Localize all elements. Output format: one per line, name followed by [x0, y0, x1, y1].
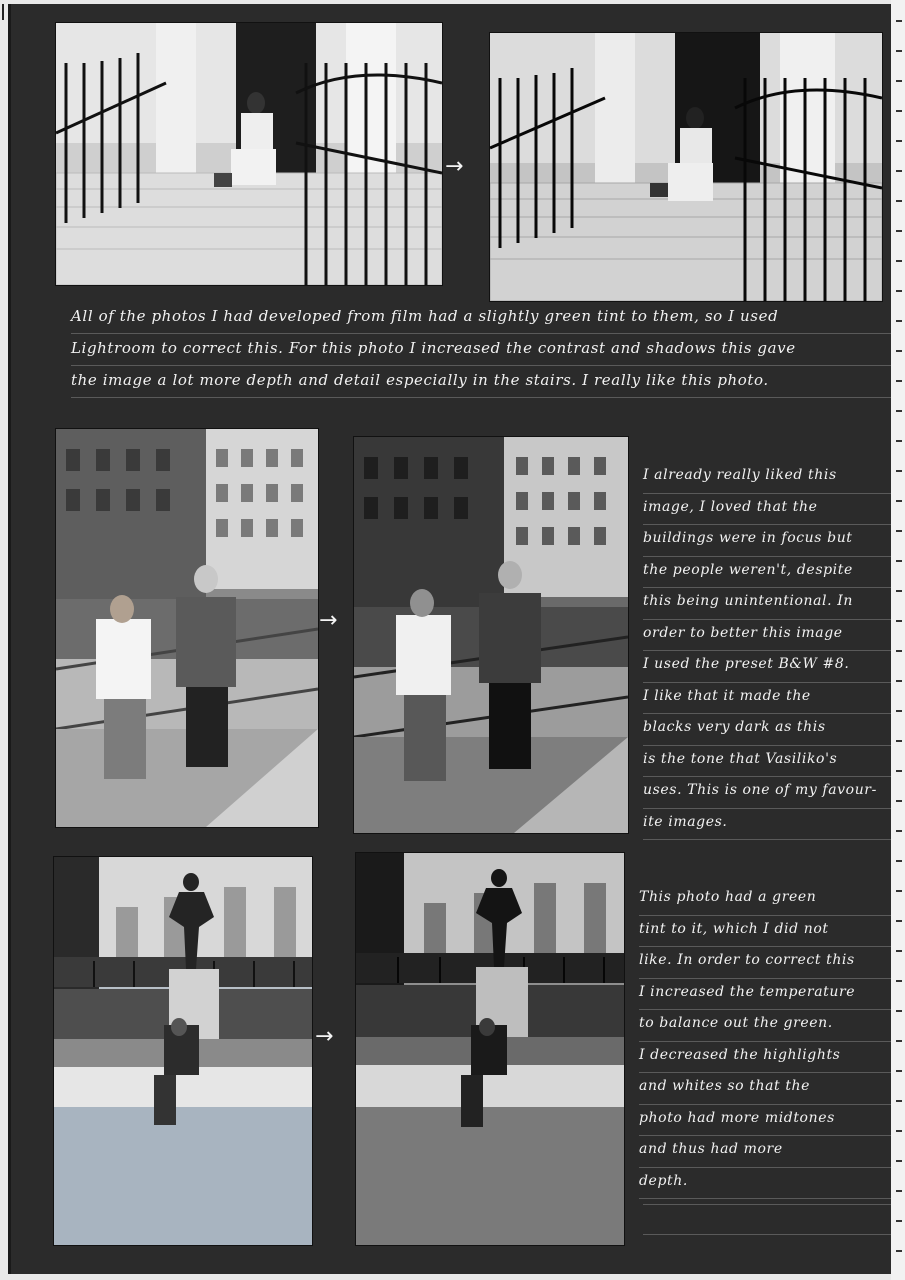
binding-tick — [896, 350, 902, 352]
binding-tick — [896, 440, 902, 442]
caption-line: and thus had more — [639, 1136, 894, 1168]
caption-stairs — [71, 302, 891, 398]
caption-line: and whites so that the — [639, 1073, 894, 1105]
binding-tick — [896, 320, 902, 322]
binding-tick — [896, 770, 902, 772]
caption-line: to balance out the green. — [639, 1010, 894, 1042]
binding-tick — [896, 620, 902, 622]
binding-tick — [896, 1250, 902, 1252]
binding-tick — [896, 260, 902, 262]
binding-tick — [896, 1040, 902, 1042]
binding-tick — [896, 170, 902, 172]
binding-tick — [896, 680, 902, 682]
caption-line: depth. — [639, 1168, 894, 1200]
photo-street-couple-after — [353, 436, 629, 834]
binding-tick — [896, 1070, 902, 1072]
binding-tick — [896, 1220, 902, 1222]
caption-line: I used the preset B&W #8. — [643, 651, 893, 683]
binding-tick — [896, 230, 902, 232]
binding-tick — [896, 1160, 902, 1162]
caption-line: I increased the temperature — [639, 979, 894, 1011]
binding-tick — [896, 830, 902, 832]
binding-tick — [896, 920, 902, 922]
caption-line: This photo had a green — [639, 884, 894, 916]
binding-tick — [896, 380, 902, 382]
binding-tick — [896, 950, 902, 952]
binding-tick — [896, 470, 902, 472]
arrow-3: → — [315, 1024, 334, 1049]
binding-edge — [891, 0, 905, 1280]
caption-line: I like that it made the — [643, 683, 893, 715]
binding-tick — [896, 50, 902, 52]
caption-line: buildings were in focus but — [643, 525, 893, 557]
caption-street-couple — [643, 462, 893, 840]
binding-tick — [896, 890, 902, 892]
binding-tick — [896, 1130, 902, 1132]
photo-stairs-before — [55, 22, 443, 286]
arrow-2: → — [319, 608, 338, 633]
caption-line: image, I loved that the — [643, 494, 893, 526]
caption-line: Lightroom to correct this. For this photo I increased the contrast and shadows this gave — [71, 334, 891, 366]
photo-statue-after — [355, 852, 625, 1246]
ruled-line — [643, 1234, 893, 1235]
binding-tick — [896, 710, 902, 712]
photo-stairs-after — [489, 32, 883, 302]
caption-line: is the tone that Vasiliko's — [643, 746, 893, 778]
photo-street-couple-before — [55, 428, 319, 828]
binding-tick — [896, 80, 902, 82]
arrow-1: → — [445, 154, 464, 179]
binding-tick — [896, 110, 902, 112]
caption-line: I already really liked this — [643, 462, 893, 494]
caption-line: order to better this image — [643, 620, 893, 652]
binding-tick — [896, 500, 902, 502]
binding-tick — [896, 740, 902, 742]
caption-statue — [639, 884, 894, 1199]
caption-line: tint to it, which I did not — [639, 916, 894, 948]
caption-line: the image a lot more depth and detail especially in the stairs. I really like this photo. — [71, 366, 891, 398]
page-corner-mark — [2, 4, 4, 20]
binding-tick — [896, 530, 902, 532]
binding-tick — [896, 20, 902, 22]
binding-tick — [896, 800, 902, 802]
caption-line: ite images. — [643, 809, 893, 841]
binding-tick — [896, 650, 902, 652]
binding-tick — [896, 560, 902, 562]
caption-line: All of the photos I had developed from film had a slightly green tint to them, so I used — [71, 302, 891, 334]
caption-line: I decreased the highlights — [639, 1042, 894, 1074]
caption-line: blacks very dark as this — [643, 714, 893, 746]
sketchbook-page — [8, 4, 891, 1274]
caption-line: uses. This is one of my favour- — [643, 777, 893, 809]
caption-line: the people weren't, despite — [643, 557, 893, 589]
caption-line: photo had more midtones — [639, 1105, 894, 1137]
binding-tick — [896, 290, 902, 292]
caption-line: like. In order to correct this — [639, 947, 894, 979]
binding-tick — [896, 860, 902, 862]
binding-tick — [896, 1190, 902, 1192]
binding-tick — [896, 200, 902, 202]
photo-statue-before — [53, 856, 313, 1246]
ruled-line — [643, 1204, 893, 1205]
binding-tick — [896, 980, 902, 982]
binding-tick — [896, 1100, 902, 1102]
caption-line: this being unintentional. In — [643, 588, 893, 620]
binding-tick — [896, 590, 902, 592]
binding-tick — [896, 410, 902, 412]
binding-tick — [896, 1010, 902, 1012]
binding-tick — [896, 140, 902, 142]
